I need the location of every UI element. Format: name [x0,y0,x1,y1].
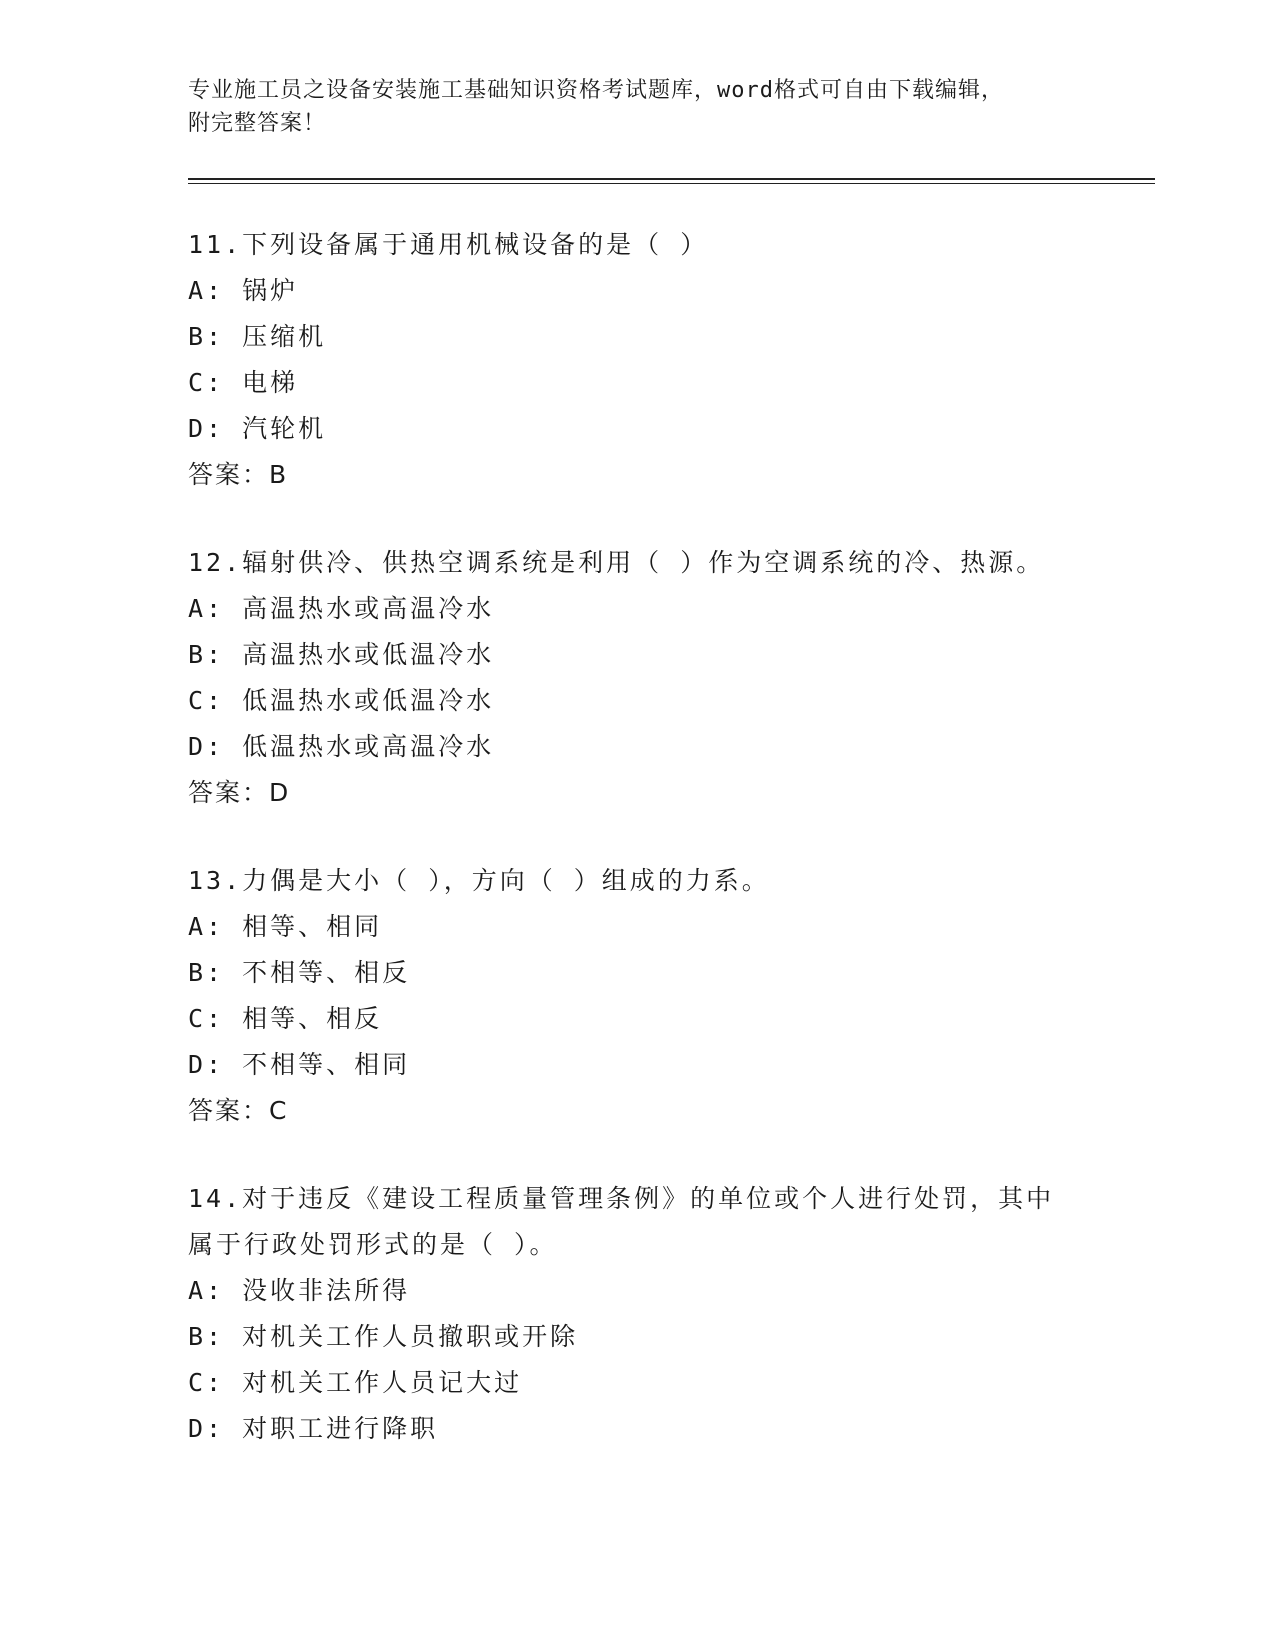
option-d: D: 对职工进行降职 [188,1414,439,1443]
question-stem-line-2: 属于行政处罚形式的是（ ）。 [188,1230,558,1259]
question-12 [188,540,1108,816]
option-a: A: 锅炉 [188,276,299,305]
question-11 [188,222,1108,498]
option-b: B: 高温热水或低温冷水 [188,640,495,669]
option-c: C: 对机关工作人员记大过 [188,1368,523,1397]
question-stem: 13.力偶是大小（ ），方向（ ）组成的力系。 [188,866,770,895]
option-c: C: 低温热水或低温冷水 [188,686,495,715]
option-a: A: 相等、相同 [188,912,383,941]
answer: 答案：D [188,778,291,807]
option-d: D: 汽轮机 [188,414,327,443]
option-b: B: 不相等、相反 [188,958,411,987]
option-c: C: 相等、相反 [188,1004,383,1033]
option-d: D: 低温热水或高温冷水 [188,732,495,761]
question-stem: 11.下列设备属于通用机械设备的是（ ） [188,230,709,259]
option-b: B: 对机关工作人员撤职或开除 [188,1322,579,1351]
question-stem-line-1: 14.对于违反《建设工程质量管理条例》的单位或个人进行处罚，其中 [188,1184,1055,1213]
header-divider-thick [188,178,1155,180]
option-c: C: 电梯 [188,368,299,397]
option-a: A: 高温热水或高温冷水 [188,594,495,623]
question-13 [188,858,1108,1134]
option-a: A: 没收非法所得 [188,1276,411,1305]
header-line-1: 专业施工员之设备安装施工基础知识资格考试题库，word格式可自由下载编辑， [188,78,1004,103]
question-14 [188,1176,1108,1452]
document-header [188,74,1088,140]
question-stem: 12.辐射供冷、供热空调系统是利用（ ）作为空调系统的冷、热源。 [188,548,1045,577]
answer: 答案：C [188,1096,289,1125]
option-b: B: 压缩机 [188,322,327,351]
header-line-2: 附完整答案！ [188,111,327,136]
header-divider-thin [188,183,1155,184]
answer: 答案：B [188,460,289,489]
option-d: D: 不相等、相同 [188,1050,411,1079]
